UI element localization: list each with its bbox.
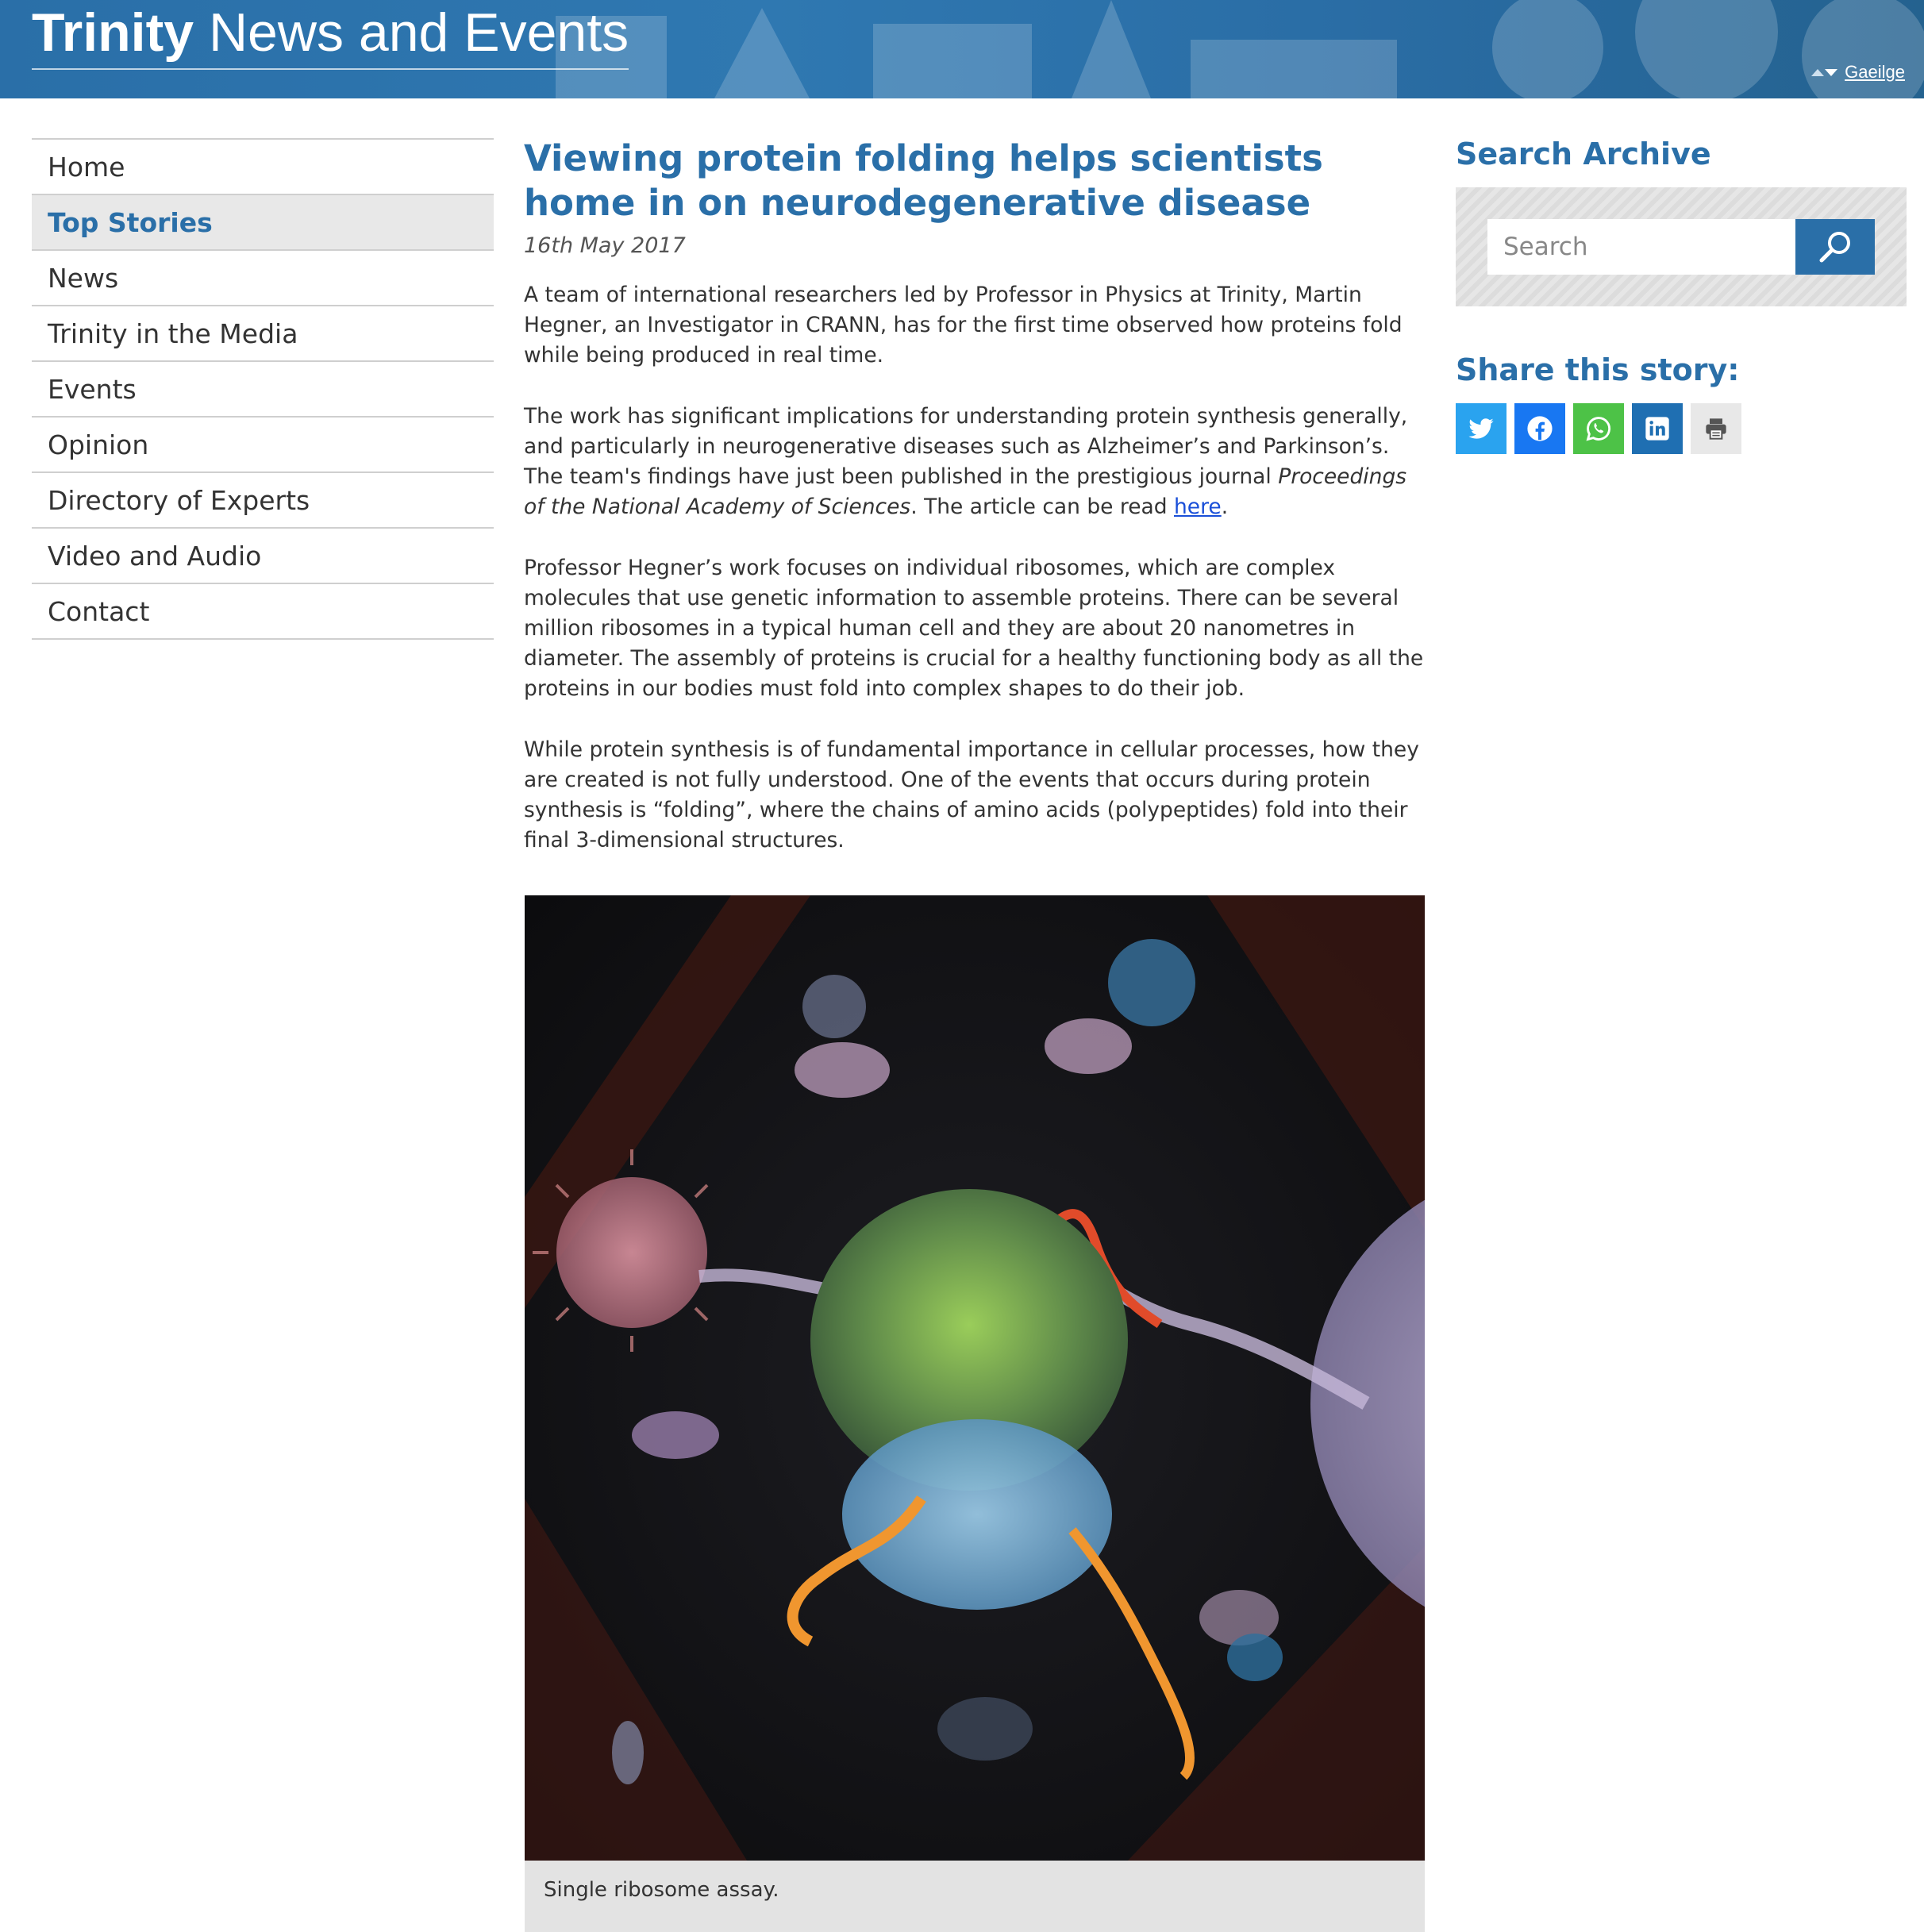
language-link[interactable]: [1811, 62, 1905, 83]
whatsapp-icon: [1585, 415, 1612, 442]
language-arrows-icon: [1811, 67, 1838, 78]
site-title-bold: Trinity: [32, 2, 194, 63]
sidebar-nav: [32, 138, 494, 640]
article-paragraph: [524, 402, 1425, 522]
nav-item-label: Events: [48, 373, 137, 405]
nav-item-trinity-in-the-media[interactable]: [32, 306, 494, 362]
ribosome-illustration[interactable]: [525, 895, 1425, 1861]
nav-item-directory-of-experts[interactable]: [32, 473, 494, 529]
print-icon: [1703, 416, 1729, 441]
article-paragraph: Professor Hegner’s work focuses on individual ribosomes, which are complex molecules that use genetic information to assemble proteins. There can be several million ribosomes in a typical human cell and they are about 20 nanometres in diameter. The assembly of proteins is crucial for a healthy functioning body as all the proteins in our bodies must fold into complex shapes to do their job.: [524, 556, 1424, 701]
share-print-button[interactable]: [1691, 403, 1741, 454]
nav-item-label: Directory of Experts: [48, 484, 310, 516]
search-button[interactable]: [1795, 219, 1875, 275]
article-body: [524, 280, 1425, 856]
nav-item-label: Top Stories: [48, 206, 213, 238]
article-date: 16th May 2017: [524, 233, 686, 258]
article: [524, 137, 1425, 887]
share-buttons: [1456, 403, 1907, 454]
nav-item-opinion[interactable]: [32, 418, 494, 473]
nav-item-home[interactable]: [32, 140, 494, 195]
site-title[interactable]: [32, 2, 629, 70]
nav-item-events[interactable]: [32, 362, 494, 418]
nav-item-label: Trinity in the Media: [48, 318, 298, 349]
paragraph-text: . The article can be read: [910, 495, 1174, 519]
share-facebook-button[interactable]: [1514, 403, 1565, 454]
share-whatsapp-button[interactable]: [1573, 403, 1624, 454]
search-input[interactable]: [1487, 219, 1795, 275]
nav-item-label: Opinion: [48, 429, 149, 460]
search-icon: [1818, 229, 1853, 264]
share-linkedin-button[interactable]: [1632, 403, 1683, 454]
article-paragraph: A team of international researchers led by Professor in Physics at Trinity, Martin Hegner, an Investigator in CRANN, has for the first time observed how proteins fold while being produced in real time.: [524, 283, 1403, 368]
right-sidebar: [1456, 137, 1907, 454]
nav-item-label: Contact: [48, 595, 150, 627]
search-archive-title: Search Archive: [1456, 137, 1711, 171]
nav-item-news[interactable]: [32, 251, 494, 306]
nav-item-label: Video and Audio: [48, 540, 262, 572]
nav-item-contact[interactable]: [32, 584, 494, 640]
linkedin-icon: [1645, 416, 1670, 441]
nav-item-label: News: [48, 262, 119, 294]
article-link-here[interactable]: here: [1174, 495, 1222, 519]
nav-item-top-stories[interactable]: [32, 195, 494, 251]
share-twitter-button[interactable]: [1456, 403, 1506, 454]
figure-caption: Single ribosome assay.: [525, 1861, 1425, 1932]
nav-item-label: Home: [48, 151, 125, 183]
paragraph-text: .: [1221, 495, 1229, 519]
article-paragraph: While protein synthesis is of fundamental importance in cellular processes, how they are created is not fully understood. One of the events that occurs during protein synthesis is “folding”, where the chains of amino acids (polypeptides) fold into their final 3-dimensional structures.: [524, 737, 1419, 852]
language-link-label: Gaeilge: [1845, 62, 1905, 82]
site-header: [0, 0, 1924, 98]
article-figure: [525, 895, 1425, 1932]
paragraph-text: The work has significant implications for understanding protein synthesis generally, and particularly in neurogenerative diseases such as Alzheimer’s and Parkinson’s. The team's findings have just been published in the prestigious journal: [524, 404, 1408, 489]
article-title: Viewing protein folding helps scientists home in on neurodegenerative disease: [524, 137, 1323, 224]
journal-name: Proceedings of the National Academy of Sciences: [524, 464, 1407, 519]
site-title-rest: News and Events: [208, 2, 629, 63]
twitter-icon: [1468, 415, 1495, 442]
facebook-icon: [1526, 415, 1553, 442]
nav-item-video-and-audio[interactable]: [32, 529, 494, 584]
share-title: Share this story:: [1456, 352, 1740, 387]
search-archive-box: [1456, 187, 1907, 306]
